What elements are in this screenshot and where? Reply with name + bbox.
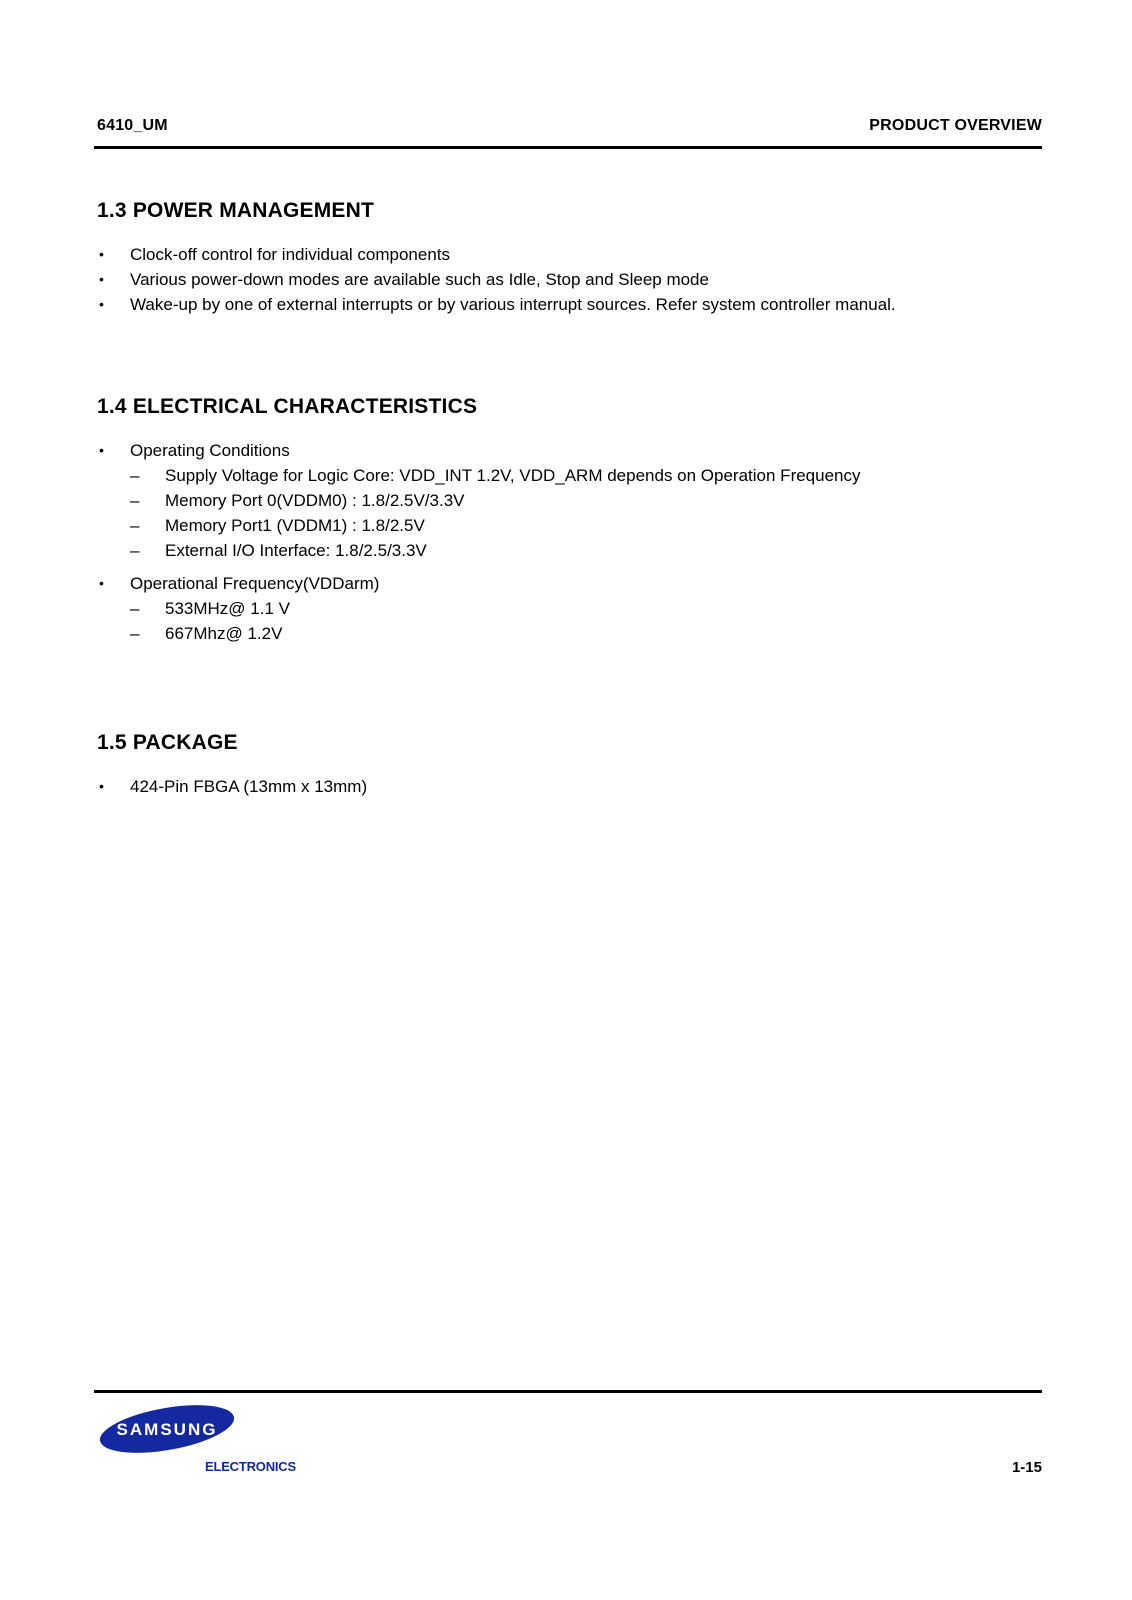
sub-list-item: – 667Mhz@ 1.2V — [97, 621, 1057, 646]
header-rule — [94, 146, 1042, 149]
section-title-electrical-characteristics: 1.4 ELECTRICAL CHARACTERISTICS — [97, 395, 478, 418]
electrical-list — [97, 438, 1057, 646]
footer-rule — [94, 1390, 1042, 1393]
logo-text: SAMSUNG — [116, 1420, 218, 1439]
operating-conditions-sublist — [97, 463, 1057, 563]
page-number: 1-15 — [1011, 1459, 1042, 1476]
division-label: ELECTRONICS — [205, 1459, 296, 1474]
list-item-operating-conditions: • Operating Conditions — [97, 438, 1057, 463]
section-title-power-management: 1.3 POWER MANAGEMENT — [97, 199, 375, 222]
package-list — [97, 774, 1057, 799]
sub-list-item: – Supply Voltage for Logic Core: VDD_INT 1.2V, VDD_ARM depends on Operation Frequency — [97, 463, 1057, 488]
list-item-operational-frequency: • Operational Frequency(VDDarm) — [97, 571, 1057, 596]
sub-list-item: – Memory Port1 (VDDM1) : 1.8/2.5V — [97, 513, 1057, 538]
list-item: • 424-Pin FBGA (13mm x 13mm) — [97, 774, 1057, 799]
sub-list-item: – Memory Port 0(VDDM0) : 1.8/2.5V/3.3V — [97, 488, 1057, 513]
list-item: • Wake-up by one of external interrupts or by various interrupt sources. Refer system controller manual. — [97, 292, 1057, 317]
list-item: • Various power-down modes are available such as Idle, Stop and Sleep mode — [97, 267, 1057, 292]
operating-conditions-sublist-container — [97, 463, 1057, 563]
header-doc-id: 6410_UM — [97, 117, 168, 134]
frequency-sublist — [97, 596, 1057, 646]
sub-list-item: – External I/O Interface: 1.8/2.5/3.3V — [97, 538, 1057, 563]
list-item: • Clock-off control for individual components — [97, 242, 1057, 267]
section-title-package: 1.5 PACKAGE — [97, 731, 238, 754]
header-chapter: PRODUCT OVERVIEW — [869, 117, 1042, 134]
frequency-sublist-container — [97, 596, 1057, 646]
samsung-logo — [97, 1404, 237, 1454]
sub-list-item: – 533MHz@ 1.1 V — [97, 596, 1057, 621]
power-management-list — [97, 242, 1057, 317]
